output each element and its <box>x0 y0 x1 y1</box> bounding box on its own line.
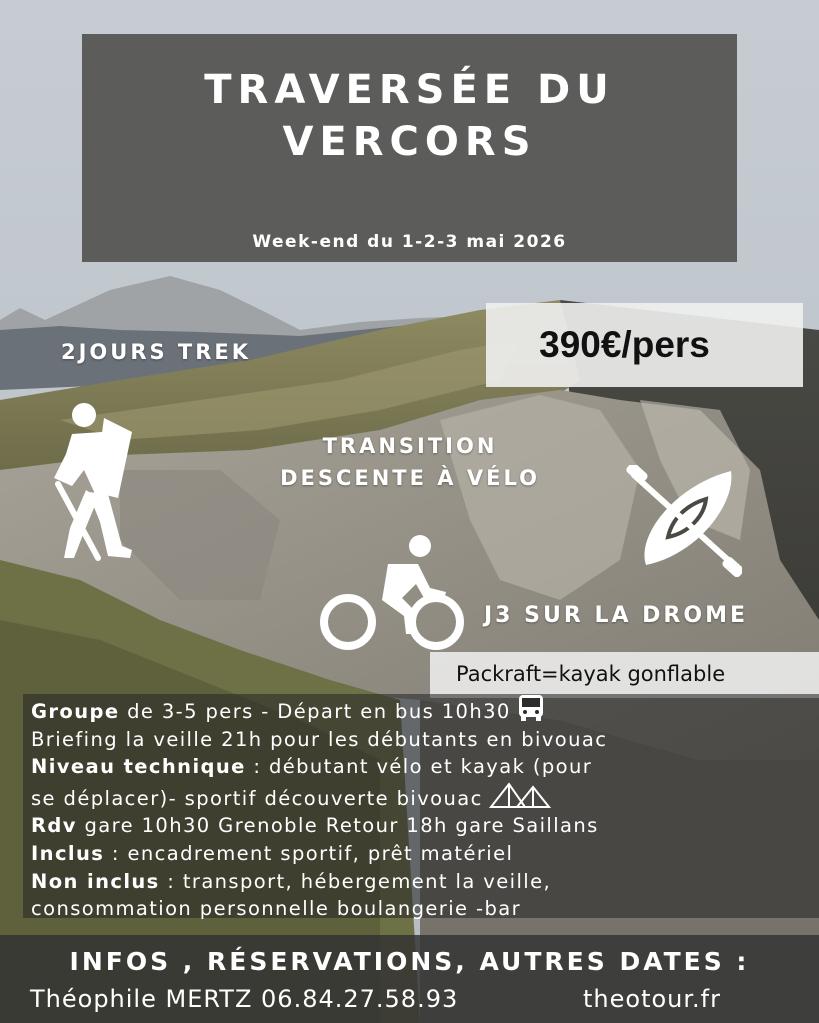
niveau-text: : débutant vélo et kayak (pour <box>245 755 593 779</box>
niveau-line <box>31 753 819 781</box>
cyclist-icon <box>318 534 468 652</box>
groupe-line <box>31 694 819 726</box>
event-dates: Week-end du 1-2-3 mai 2026 <box>252 232 567 252</box>
transition-line1: TRANSITION <box>322 434 498 458</box>
website-link[interactable]: theotour.fr <box>583 985 721 1013</box>
noninclus-line <box>31 868 819 896</box>
inclus-line <box>31 840 819 868</box>
contact-phone: Théophile MERTZ 06.84.27.58.93 <box>30 985 459 1013</box>
tent-icon <box>489 781 551 809</box>
details-panel <box>23 694 819 921</box>
price-badge <box>486 303 803 387</box>
noninclus-line2: consommation personnelle boulangerie -bar <box>31 897 521 921</box>
inclus-label: Inclus <box>31 841 105 865</box>
hiker-icon <box>44 400 148 562</box>
kayak-icon <box>626 465 742 577</box>
niveau-label: Niveau technique <box>31 755 246 779</box>
rdv-label: Rdv <box>31 814 77 838</box>
trek-label: 2JOURS TREK <box>61 340 252 364</box>
rdv-line <box>31 812 819 840</box>
transition-line2: DESCENTE À VÉLO <box>280 466 540 490</box>
groupe-label: Groupe <box>31 700 120 723</box>
rdv-text: gare 10h30 Grenoble Retour 18h gare Saillans <box>76 814 599 838</box>
title-box <box>82 34 737 262</box>
briefing-line: Briefing la veille 21h pour les débutants en bivouac <box>31 727 608 751</box>
noninclus-text: : transport, hébergement la veille, <box>159 869 552 893</box>
groupe-text: de 3-5 pers - Départ en bus 10h30 <box>119 700 511 723</box>
noninclus-label: Non inclus <box>31 869 160 893</box>
inclus-text: : encadrement sportif, prêt matériel <box>104 841 514 865</box>
niveau-text2: se déplacer)- sportif découverte bivouac <box>31 786 483 810</box>
bus-icon <box>517 694 545 722</box>
day3-label: J3 SUR LA DROME <box>484 603 748 628</box>
niveau-line2 <box>31 781 819 813</box>
packraft-note: Packraft=kayak gonflable <box>430 652 819 698</box>
footer-title: INFOS , RÉSERVATIONS, AUTRES DATES : <box>69 947 750 976</box>
page-title-line2: VERCORS <box>282 119 537 165</box>
price-label: 390€/pers <box>539 324 710 365</box>
footer <box>0 935 819 1023</box>
page-title-line1: TRAVERSÉE DU <box>204 67 615 113</box>
transition-label <box>240 430 580 494</box>
